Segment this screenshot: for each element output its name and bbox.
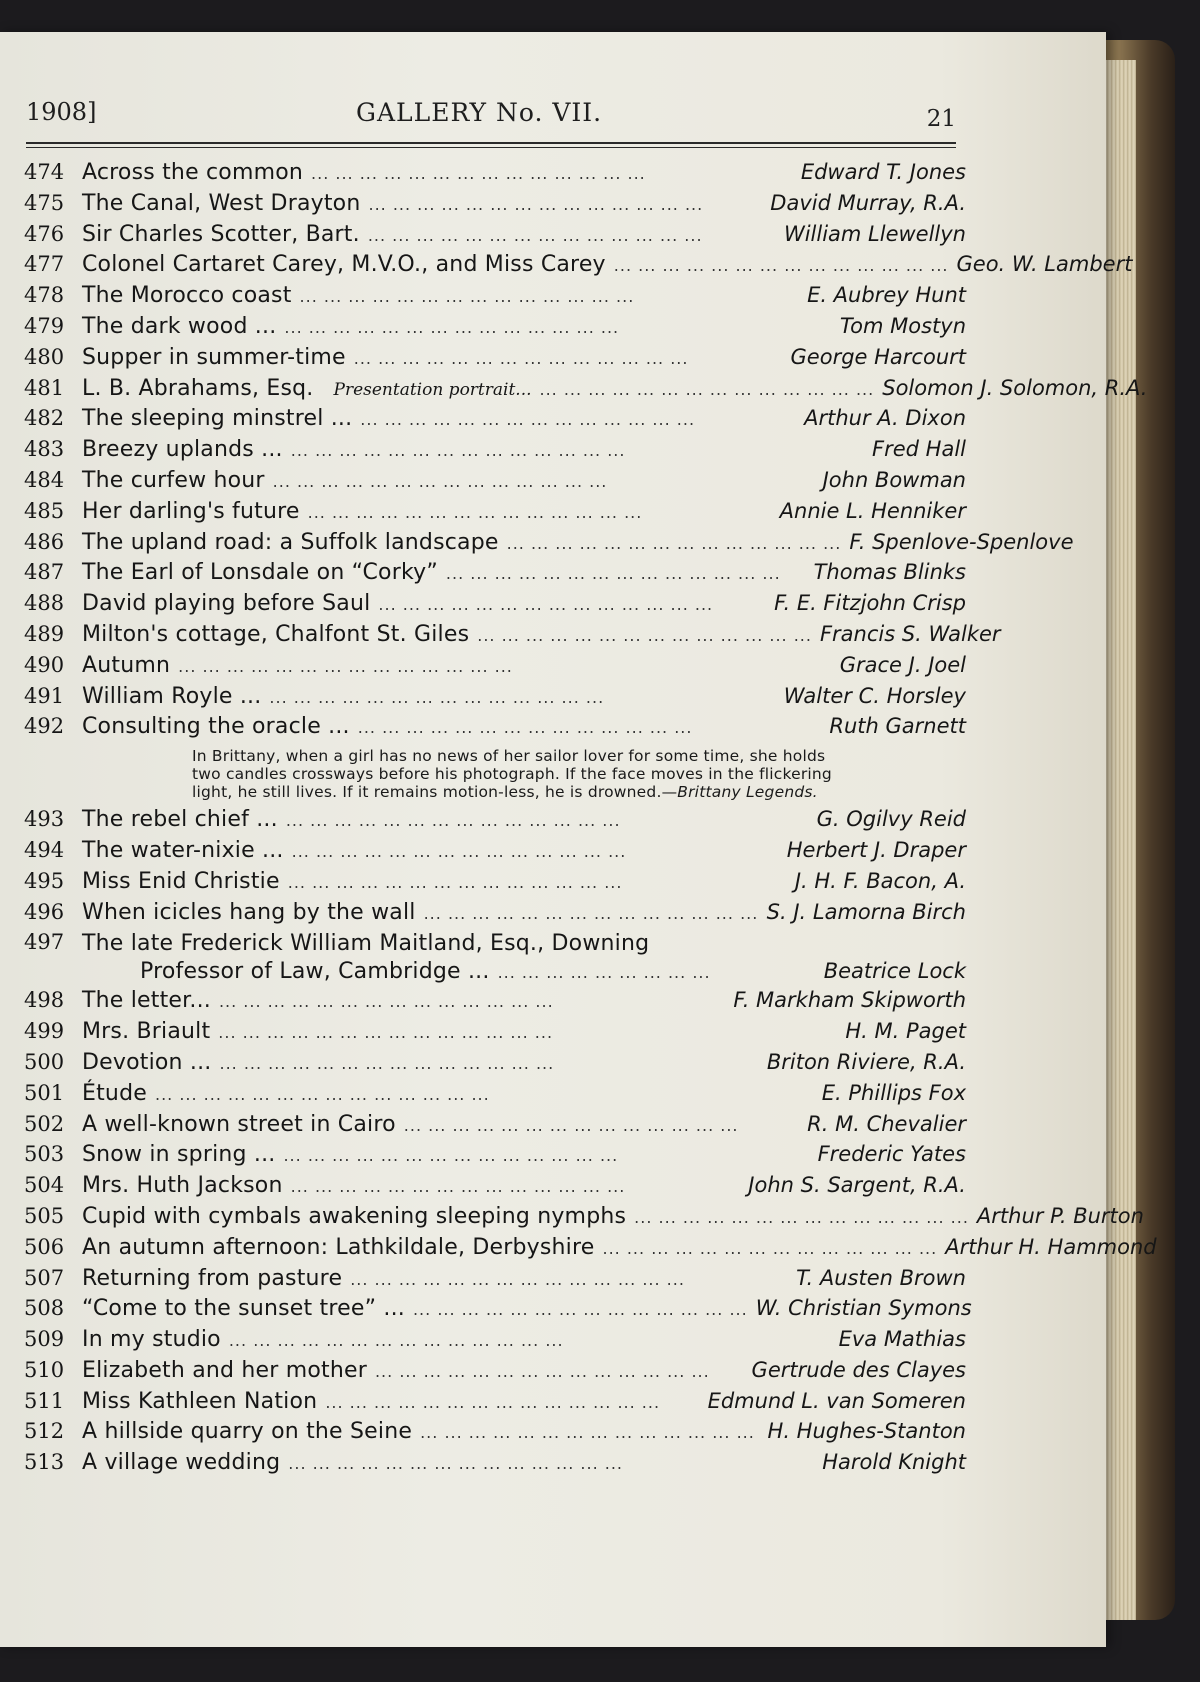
entry-artist: G. Ogilvy Reid [816, 807, 966, 832]
entry-artist: Francis S. Walker [819, 621, 1001, 646]
entry-artist: Ruth Garnett [829, 714, 966, 739]
entry-title: Her darling's future [82, 498, 300, 524]
note-text: In Brittany, when a girl has no news of her sailor lover for some time, she holds two candles crossways before his photograph. If the face moves in the flickering light, he still lives. If it remains motion-less, he is drowned.— [192, 747, 832, 802]
entry-title: “Come to the sunset tree” ... [82, 1296, 405, 1322]
list-item [24, 1234, 1157, 1266]
entry-artist: F. Markham Skipworth [733, 988, 966, 1013]
list-item [24, 1173, 966, 1204]
entry-number: 513 [24, 1450, 65, 1475]
entry-list [24, 160, 1157, 1481]
leader-dots: ... ... ... ... ... ... ... ... ... ... ... ... ... ... [353, 348, 689, 368]
entry-title: L. B. Abrahams, Esq. [82, 375, 314, 401]
entry-number: 499 [24, 1019, 65, 1044]
entry-subtitle: Presentation portrait... [333, 379, 532, 400]
leader-dots: ... ... ... ... ... ... ... ... ... ... ... ... ... ... [285, 811, 621, 831]
list-item [24, 1019, 966, 1050]
list-item [24, 1296, 972, 1327]
entry-number: 496 [24, 899, 65, 924]
leader-dots: ... ... ... ... ... ... ... ... ... ... ... ... ... ... [219, 1053, 555, 1073]
header-title: GALLERY No. VII. [356, 98, 603, 127]
entry-title: In my studio [82, 1327, 221, 1353]
leader-dots: ... ... ... ... ... ... ... ... ... ... ... ... ... ... [299, 287, 635, 307]
entry-artist: Annie L. Henniker [779, 498, 966, 523]
entry-number: 491 [24, 683, 65, 708]
entry-artist: W. Christian Symons [755, 1296, 972, 1321]
entry-number: 501 [24, 1080, 65, 1105]
entry-number: 511 [24, 1388, 65, 1413]
entry-number: 506 [24, 1234, 65, 1259]
entry-note [192, 747, 832, 801]
entry-number: 475 [24, 190, 65, 215]
entry-number: 489 [24, 621, 65, 646]
entry-number: 510 [24, 1357, 65, 1382]
entry-artist: Arthur P. Burton [976, 1203, 1144, 1228]
entry-artist: H. M. Paget [845, 1019, 966, 1044]
leader-dots: ... ... ... ... ... ... ... ... ... ... ... ... ... ... [290, 441, 626, 461]
leader-dots: ... ... ... ... ... ... ... ... ... ... ... ... ... ... [634, 1207, 969, 1227]
entry-title: Mrs. Briault [82, 1019, 211, 1045]
entry-number: 505 [24, 1203, 65, 1228]
list-item [24, 1419, 966, 1450]
leader-dots: ... ... ... ... ... ... ... ... ... ... ... ... ... ... [378, 595, 714, 615]
list-item [24, 222, 966, 253]
leader-dots: ... ... ... ... ... ... ... ... ... ... ... ... ... ... [272, 471, 608, 491]
leader-dots: ... ... ... ... ... ... ... ... ... [497, 963, 711, 983]
running-header [26, 68, 956, 132]
entry-number: 508 [24, 1296, 65, 1321]
entry-title: Returning from pasture [82, 1265, 343, 1291]
entry-artist: Beatrice Lock [823, 959, 966, 984]
entry-title: When icicles hang by the wall [82, 899, 416, 925]
entry-artist: David Murray, R.A. [770, 190, 966, 215]
entry-number: 474 [24, 160, 65, 184]
entry-artist: Arthur A. Dixon [804, 406, 966, 431]
list-item [24, 191, 966, 222]
header-year: 1908] [26, 98, 97, 126]
leader-dots: ... ... ... ... ... ... ... ... ... ... ... ... ... ... [325, 1392, 661, 1412]
list-item [24, 930, 966, 988]
entry-title: Sir Charles Scotter, Bart. [82, 221, 360, 247]
entry-title: The Canal, West Drayton [82, 190, 361, 216]
entry-title: An autumn afternoon: Lathkildale, Derbyshire [82, 1234, 595, 1260]
entry-artist: William Llewellyn [783, 221, 966, 246]
list-item [24, 375, 1148, 407]
leader-dots: ... ... ... ... ... ... ... ... ... ... ... ... ... ... [360, 410, 696, 430]
entry-number: 503 [24, 1142, 65, 1167]
entry-number: 479 [24, 313, 65, 338]
entry-number: 484 [24, 467, 65, 492]
entry-title: A hillside quarry on the Seine [82, 1419, 413, 1445]
leader-dots: ... ... ... ... ... ... ... ... ... ... ... ... ... ... [290, 1177, 626, 1197]
leader-dots: ... ... ... ... ... ... ... ... ... ... ... ... ... ... [602, 1238, 938, 1258]
entry-number: 476 [24, 221, 65, 246]
leader-dots: ... ... ... ... ... ... ... ... ... ... ... ... ... ... [218, 1023, 554, 1043]
entry-number: 482 [24, 406, 65, 431]
list-item [24, 1327, 966, 1358]
entry-title: The upland road: a Suffolk landscape [82, 529, 499, 555]
entry-artist: S. J. Lamorna Birch [766, 899, 966, 924]
entry-title: The curfew hour [82, 467, 265, 493]
leader-dots: ... ... ... ... ... ... ... ... ... ... ... ... ... ... [357, 718, 693, 738]
leader-dots: ... ... ... ... ... ... ... ... ... ... ... ... ... ... [539, 379, 875, 399]
entry-number: 487 [24, 560, 65, 585]
entry-artist: Tom Mostyn [839, 313, 966, 338]
list-item [24, 406, 966, 437]
entry-title: Miss Kathleen Nation [82, 1388, 318, 1414]
leader-dots: ... ... ... ... ... ... ... ... ... ... ... ... ... ... [311, 164, 646, 183]
leader-dots: ... ... ... ... ... ... ... ... ... ... ... ... ... ... [291, 841, 627, 861]
entry-title: Milton's cottage, Chalfont St. Giles [82, 621, 470, 647]
list-item [24, 160, 966, 191]
page-number: 21 [926, 106, 956, 132]
leader-dots: ... ... ... ... ... ... ... ... ... ... ... ... ... ... [307, 502, 643, 522]
entry-number: 480 [24, 344, 65, 369]
entry-number: 498 [24, 988, 65, 1013]
list-item [24, 1203, 1144, 1235]
entry-artist: Frederic Yates [817, 1142, 966, 1167]
list-item [24, 684, 966, 715]
leader-dots: ... ... ... ... ... ... ... ... ... ... ... ... ... ... [374, 1361, 710, 1381]
list-item [24, 1081, 966, 1112]
entry-title: Mrs. Huth Jackson [82, 1173, 283, 1199]
entry-title: The water-nixie ... [82, 837, 284, 863]
leader-dots: ... ... ... ... ... ... ... ... ... ... ... ... ... ... [423, 903, 759, 923]
entry-artist: E. Aubrey Hunt [807, 283, 966, 308]
entry-title: Supper in summer-time [82, 344, 346, 370]
entry-artist: E. Phillips Fox [821, 1080, 966, 1105]
leader-dots: ... ... ... ... ... ... ... ... ... ... ... ... ... ... [178, 656, 513, 676]
list-item [24, 988, 966, 1019]
entry-artist: John Bowman [822, 467, 966, 492]
entry-number: 492 [24, 714, 65, 739]
leader-dots: ... ... ... ... ... ... ... ... ... ... ... ... ... ... [477, 625, 812, 645]
entry-title: David playing before Saul [82, 591, 371, 617]
entry-number: 483 [24, 437, 65, 462]
entry-artist: H. Hughes-Stanton [767, 1419, 966, 1444]
list-item [24, 591, 966, 622]
entry-number: 477 [24, 252, 65, 277]
entry-title: Devotion ... [82, 1049, 212, 1075]
leader-dots: ... ... ... ... ... ... ... ... ... ... ... ... ... ... [445, 564, 781, 584]
list-item [24, 1050, 966, 1081]
leader-dots: ... ... ... ... ... ... ... ... ... ... ... ... ... ... [283, 1146, 619, 1166]
entry-artist: Edmund L. van Someren [707, 1388, 966, 1413]
list-item [24, 838, 966, 869]
list-item [24, 653, 966, 684]
entry-artist: George Harcourt [790, 344, 966, 369]
list-item [24, 714, 966, 745]
entry-artist: J. H. F. Bacon, A. [794, 868, 966, 893]
entry-title: Colonel Cartaret Carey, M.V.O., and Miss Carey [82, 252, 606, 278]
entry-number: 490 [24, 652, 65, 677]
entry-artist: T. Austen Brown [796, 1265, 966, 1290]
leader-dots: ... ... ... ... ... ... ... ... ... ... ... ... ... ... [506, 533, 842, 553]
header-rule [26, 142, 956, 144]
list-item [24, 560, 966, 591]
leader-dots: ... ... ... ... ... ... ... ... ... ... ... ... ... ... [288, 1454, 623, 1474]
leader-dots: ... ... ... ... ... ... ... ... ... ... ... ... ... ... [412, 1300, 748, 1320]
entry-number: 488 [24, 591, 65, 616]
entry-artist: Solomon J. Solomon, R.A. [882, 375, 1148, 400]
entry-artist: F. E. Fitzjohn Crisp [774, 591, 966, 616]
entry-number: 504 [24, 1173, 65, 1198]
entry-number: 509 [24, 1327, 65, 1352]
entry-title: Consulting the oracle ... [82, 714, 350, 740]
leader-dots: ... ... ... ... ... ... ... ... ... ... ... ... ... ... [368, 194, 704, 214]
entry-number: 478 [24, 283, 65, 308]
entry-title: The sleeping minstrel ... [82, 406, 353, 432]
entry-number: 486 [24, 529, 65, 554]
list-item [24, 621, 1001, 653]
entry-title: William Royle ... [82, 683, 262, 709]
entry-number: 497 [24, 930, 65, 955]
entry-artist: Thomas Blinks [813, 560, 966, 585]
entry-number: 485 [24, 498, 65, 523]
entry-title: The dark wood ... [82, 313, 277, 339]
entry-title: Autumn [82, 652, 171, 678]
entry-artist: Walter C. Horsley [783, 683, 966, 708]
entry-title: The Morocco coast [82, 283, 292, 309]
entry-title-continued: Professor of Law, Cambridge ... [140, 959, 490, 985]
list-item [24, 252, 1133, 283]
entry-title: Snow in spring ... [82, 1142, 276, 1168]
entry-artist: Herbert J. Draper [786, 837, 966, 862]
list-item [24, 1358, 966, 1389]
entry-number: 494 [24, 837, 65, 862]
list-item [24, 345, 966, 376]
leader-dots: ... ... ... ... ... ... ... ... ... ... ... ... ... ... [218, 992, 554, 1012]
list-item [24, 1112, 966, 1143]
entry-title: A well-known street in Cairo [82, 1111, 396, 1137]
leader-dots: ... ... ... ... ... ... ... ... ... ... ... ... ... ... [403, 1115, 739, 1135]
entry-title: A village wedding [82, 1450, 281, 1476]
entry-artist: Grace J. Joel [839, 652, 966, 677]
list-item [24, 499, 966, 530]
entry-number: 507 [24, 1265, 65, 1290]
leader-dots: ... ... ... ... ... ... ... ... ... ... ... ... ... ... [350, 1269, 685, 1289]
leader-dots: ... ... ... ... ... ... ... ... ... ... ... ... ... ... [269, 687, 605, 707]
catalogue-page [0, 32, 1157, 1647]
list-item [24, 869, 966, 900]
list-item [24, 900, 966, 931]
entry-artist: Geo. W. Lambert [956, 252, 1133, 277]
list-item [24, 283, 966, 314]
list-item [24, 468, 966, 499]
entry-number: 502 [24, 1111, 65, 1136]
leader-dots: ... ... ... ... ... ... ... ... ... ... ... ... ... ... [228, 1331, 564, 1351]
entry-artist: Edward T. Jones [800, 160, 966, 184]
entry-title: The late Frederick William Maitland, Esq., Downing [82, 931, 650, 957]
entry-number: 481 [24, 375, 65, 400]
entry-title: The rebel chief ... [82, 807, 278, 833]
entry-title: Miss Enid Christie [82, 868, 280, 894]
entry-title: Across the common [82, 160, 304, 185]
leader-dots: ... ... ... ... ... ... ... ... ... ... ... ... ... ... [613, 256, 949, 276]
leader-dots: ... ... ... ... ... ... ... ... ... ... ... ... ... ... [420, 1423, 755, 1443]
entry-artist: Gertrude des Clayes [751, 1357, 966, 1382]
list-item [24, 529, 1074, 561]
entry-artist: John S. Sargent, R.A. [748, 1173, 966, 1198]
entry-artist: Fred Hall [872, 437, 966, 462]
entry-artist: F. Spenlove-Spenlove [849, 529, 1074, 554]
list-item [24, 807, 966, 838]
list-item [24, 1450, 966, 1481]
entry-artist: R. M. Chevalier [807, 1111, 966, 1136]
list-item [24, 437, 966, 468]
entry-artist: Eva Mathias [838, 1327, 966, 1352]
entry-title: The Earl of Lonsdale on “Corky” [82, 560, 438, 586]
leader-dots: ... ... ... ... ... ... ... ... ... ... ... ... ... ... [154, 1084, 490, 1104]
list-item [24, 1142, 966, 1173]
entry-number: 512 [24, 1419, 65, 1444]
entry-number: 495 [24, 868, 65, 893]
entry-artist: Arthur H. Hammond [945, 1234, 1157, 1259]
entry-title: Cupid with cymbals awakening sleeping nymphs [82, 1203, 627, 1229]
leader-dots: ... ... ... ... ... ... ... ... ... ... ... ... ... ... [287, 872, 623, 892]
leader-dots: ... ... ... ... ... ... ... ... ... ... ... ... ... ... [367, 225, 703, 245]
note-source: Brittany Legends. [677, 783, 818, 802]
entry-number: 500 [24, 1049, 65, 1074]
header-rule-thin [26, 147, 956, 148]
list-item [24, 314, 966, 345]
entry-title: Elizabeth and her mother [82, 1357, 367, 1383]
entry-artist: Harold Knight [822, 1450, 966, 1475]
entry-artist: Briton Riviere, R.A. [766, 1049, 966, 1074]
entry-title: Breezy uplands ... [82, 437, 283, 463]
list-item [24, 1266, 966, 1297]
list-item [24, 1389, 966, 1420]
entry-number: 493 [24, 807, 65, 832]
leader-dots: ... ... ... ... ... ... ... ... ... ... ... ... ... ... [284, 317, 620, 337]
entry-title: The letter... [82, 988, 211, 1014]
entry-title: Étude [82, 1080, 147, 1106]
